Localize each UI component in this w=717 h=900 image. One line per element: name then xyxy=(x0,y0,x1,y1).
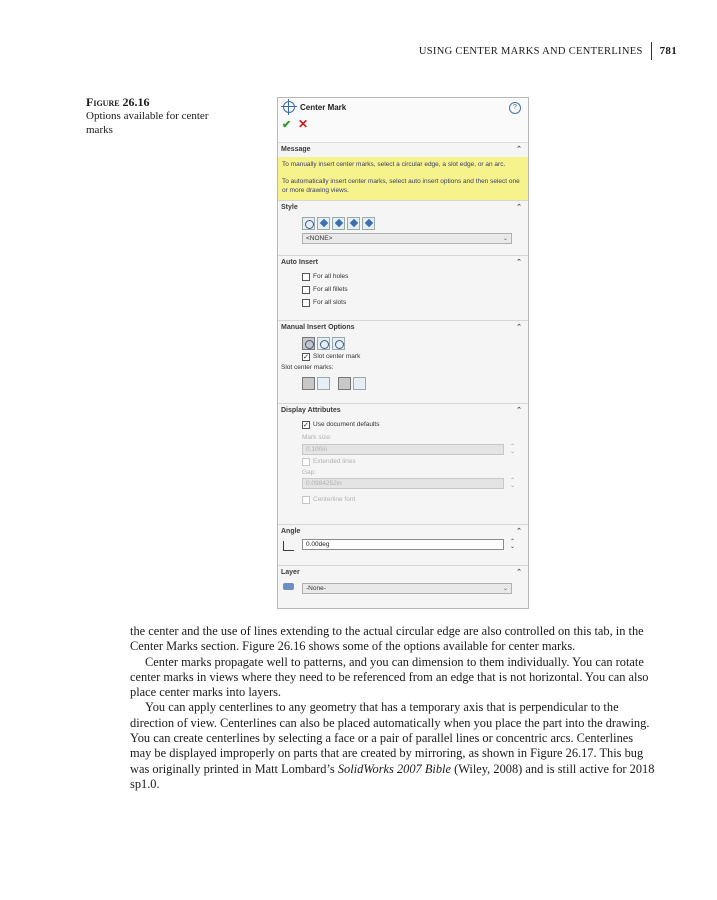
figure-caption-text: Options available for center marks xyxy=(86,110,209,136)
slot-center-mark-checkbox[interactable] xyxy=(302,350,528,363)
angle-heading[interactable] xyxy=(278,525,528,539)
message-box xyxy=(278,157,528,200)
paragraph-3-text: You can apply centerlines to any geometry that has a temporary axis that is perpendicular to the direction of view. Centerlines can also be placed automatically when you place the part into the drawing. You can create centerlines by selecting a face or a pair of parallel lines or concentric arcs. Centerlines may be displayed improperly on parts that are created by mirroring, as shown in Figure 26.17. This bug was originally printed in Matt Lombard’s xyxy=(130,700,650,776)
slot-center-icon[interactable] xyxy=(338,377,351,390)
style-heading-label: Style xyxy=(281,204,298,211)
add-style-icon[interactable] xyxy=(317,217,330,230)
checkbox-box[interactable] xyxy=(302,458,310,466)
style-select[interactable] xyxy=(302,233,512,244)
figure-label: Figure 26.16 xyxy=(86,95,150,109)
style-select-value: <NONE> xyxy=(306,235,333,242)
checkbox-box[interactable] xyxy=(302,421,310,429)
message-heading[interactable] xyxy=(278,143,528,157)
slot-straight-icon[interactable] xyxy=(317,377,330,390)
chevron-down-icon: ⌄ xyxy=(502,236,508,242)
apply-style-icon[interactable] xyxy=(302,217,315,230)
style-toolbar xyxy=(302,217,528,230)
chevron-up-icon[interactable]: ⌃ xyxy=(516,146,522,153)
panel-title: Center Mark xyxy=(300,103,347,112)
page-number: 781 xyxy=(659,45,677,57)
use-document-defaults-label: Use document defaults xyxy=(313,421,380,428)
message-line-2: To automatically insert center marks, select auto insert options and then select one or more drawing views. xyxy=(282,178,520,194)
use-document-defaults-checkbox[interactable] xyxy=(302,418,528,431)
layer-heading-label: Layer xyxy=(281,569,300,576)
paragraph-3 xyxy=(130,700,655,792)
mark-size-field[interactable] xyxy=(302,444,515,455)
auto-insert-section xyxy=(278,256,528,321)
load-style-icon[interactable] xyxy=(362,217,375,230)
running-header-title: USING CENTER MARKS AND CENTERLINES xyxy=(418,45,643,57)
chevron-down-icon: ⌄ xyxy=(502,586,508,592)
save-style-icon[interactable] xyxy=(347,217,360,230)
for-all-holes-checkbox[interactable] xyxy=(302,270,528,283)
linear-center-mark-icon[interactable] xyxy=(317,337,330,350)
layer-section xyxy=(278,566,528,604)
single-center-mark-icon[interactable] xyxy=(302,337,315,350)
angle-section xyxy=(278,525,528,566)
message-heading-label: Message xyxy=(281,146,311,153)
gap-label: Gap: xyxy=(302,469,317,476)
display-attributes-heading[interactable] xyxy=(278,404,528,418)
checkbox-box[interactable] xyxy=(302,496,310,504)
style-heading[interactable] xyxy=(278,201,528,215)
gap-value: 0.0984252in xyxy=(306,480,342,487)
paragraph-3-tail: (Wiley, 2008) and is still active for 2018 sp1.0. xyxy=(130,761,655,791)
running-header xyxy=(419,42,677,60)
help-icon[interactable]: ? xyxy=(509,102,521,114)
mark-size-label: Mark size: xyxy=(302,434,332,441)
chevron-up-icon[interactable]: ⌃ xyxy=(516,259,522,266)
figure-caption xyxy=(86,95,226,137)
paragraph-2: Center marks propagate well to patterns, and you can dimension to them individually. You can rotate center marks in views where they need to be referenced from an edge that is not horizontal. You can also place center marks into layers. xyxy=(130,654,649,700)
for-all-slots-label: For all slots xyxy=(313,299,347,306)
style-section xyxy=(278,201,528,256)
for-all-fillets-checkbox[interactable] xyxy=(302,283,528,296)
centerline-font-label: Centerline font xyxy=(313,496,356,503)
layer-select[interactable] xyxy=(302,583,512,594)
spinner-icon[interactable]: ⌃ ⌄ xyxy=(509,539,515,550)
layer-select-value: -None- xyxy=(306,585,326,592)
angle-icon xyxy=(283,541,294,551)
manual-insert-heading-label: Manual Insert Options xyxy=(281,324,355,331)
for-all-holes-label: For all holes xyxy=(313,273,349,280)
body-text xyxy=(130,624,655,792)
manual-insert-toolbar xyxy=(302,337,528,350)
circular-center-mark-icon[interactable] xyxy=(332,337,345,350)
mark-size-value: 0.100in xyxy=(306,446,328,453)
message-section xyxy=(278,143,528,201)
manual-insert-heading[interactable] xyxy=(278,321,528,335)
display-attributes-heading-label: Display Attributes xyxy=(281,407,341,414)
center-mark-panel xyxy=(277,97,529,609)
center-mark-icon xyxy=(283,101,295,113)
extended-lines-checkbox[interactable] xyxy=(302,455,528,468)
centerline-font-checkbox[interactable] xyxy=(302,493,528,506)
chevron-up-icon[interactable]: ⌃ xyxy=(516,324,522,331)
spinner-icon[interactable]: ⌃ ⌄ xyxy=(509,444,515,455)
checkmark-icon[interactable]: ✔ xyxy=(282,119,292,131)
slot-center-mark-label: Slot center mark xyxy=(313,353,361,360)
chevron-up-icon[interactable]: ⌃ xyxy=(516,407,522,414)
extended-lines-label: Extended lines xyxy=(313,458,356,465)
chevron-up-icon[interactable]: ⌃ xyxy=(516,204,522,211)
checkbox-box[interactable] xyxy=(302,299,310,307)
chevron-up-icon[interactable]: ⌃ xyxy=(516,569,522,576)
display-attributes-section xyxy=(278,404,528,525)
book-title: SolidWorks 2007 Bible xyxy=(337,761,451,776)
for-all-fillets-label: For all fillets xyxy=(313,286,348,293)
auto-insert-heading-label: Auto Insert xyxy=(281,259,318,266)
checkbox-box[interactable] xyxy=(302,273,310,281)
slot-arc-icon[interactable] xyxy=(353,377,366,390)
gap-field[interactable] xyxy=(302,478,515,489)
delete-style-icon[interactable] xyxy=(332,217,345,230)
angle-value: 0.00deg xyxy=(306,541,330,548)
slot-ends-icon[interactable] xyxy=(302,377,315,390)
manual-insert-section xyxy=(278,321,528,404)
chevron-up-icon[interactable]: ⌃ xyxy=(516,528,522,535)
for-all-slots-checkbox[interactable] xyxy=(302,296,528,309)
checkbox-box[interactable] xyxy=(302,353,310,361)
layer-icon xyxy=(283,583,294,590)
layer-heading[interactable] xyxy=(278,566,528,580)
paragraph-1: the center and the use of lines extending to the actual circular edge are also controlled on this tab, in the Center Marks section. Figure 26.16 shows some of the options available for center marks. xyxy=(130,624,644,654)
panel-header xyxy=(278,98,528,143)
message-line-1: To manually insert center marks, select a circular edge, a slot edge, or an arc. xyxy=(282,161,506,168)
checkbox-box[interactable] xyxy=(302,286,310,294)
angle-field[interactable] xyxy=(302,539,515,550)
slot-center-marks-label: Slot center marks: xyxy=(281,364,334,371)
close-icon[interactable]: ✕ xyxy=(298,117,309,131)
spinner-icon[interactable]: ⌃ ⌄ xyxy=(509,478,515,489)
slot-options-toolbar xyxy=(302,377,528,390)
auto-insert-heading[interactable] xyxy=(278,256,528,270)
angle-heading-label: Angle xyxy=(281,528,301,535)
